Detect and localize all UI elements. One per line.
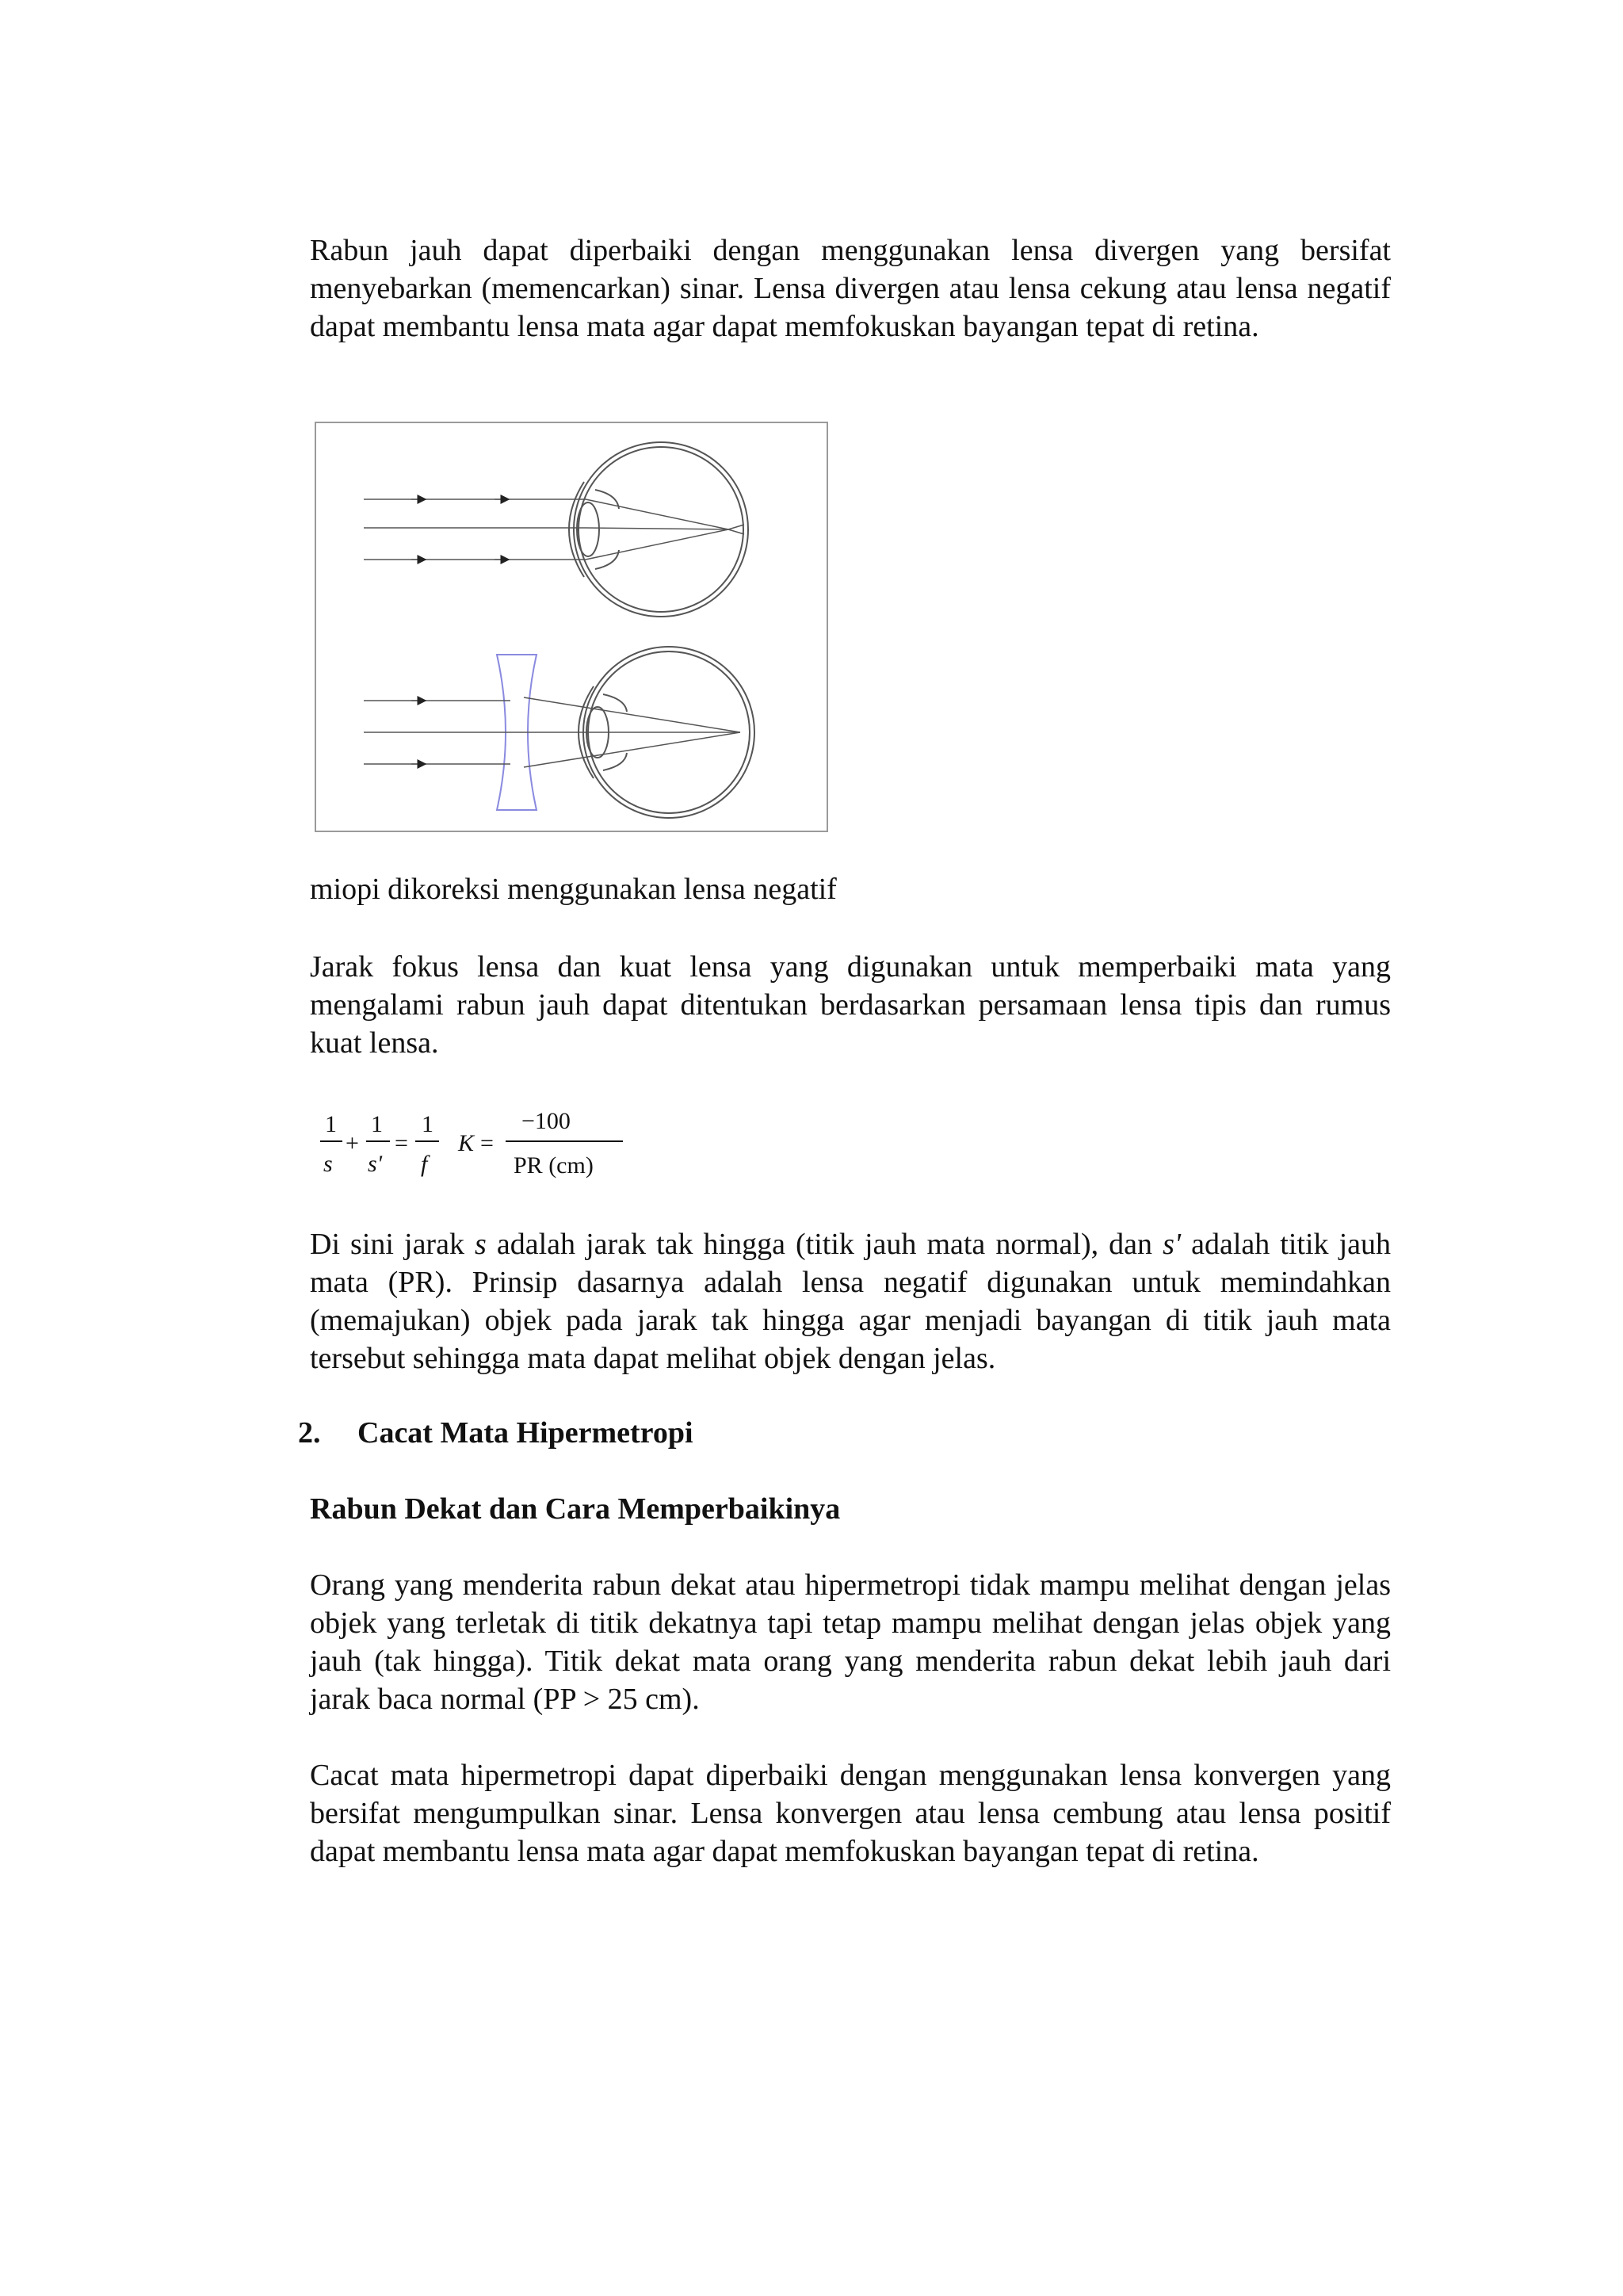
plus-sign: + [346,1130,359,1156]
paragraph-hypermetropia-correction: Cacat mata hipermetropi dapat diperbaiki dengan menggunakan lensa konvergen yang bersifat mengumpulkan sinar. Lensa konvergen atau lensa cembung atau lensa positif dapat membantu lensa mata agar dapat memfokuskan bayangan tepat di retina. [310,1759,1391,1868]
p3-text-a: Di sini jarak [310,1228,475,1261]
p3-symbol-s: s [475,1228,487,1261]
power-denominator: PR (cm) [514,1152,594,1179]
power-equals-sign: = [480,1130,494,1156]
paragraph-lens-formula-intro: Jarak fokus lensa dan kuat lensa yang digunakan untuk memperbaiki mata yang mengalami rabun jauh dapat ditentukan berdasarkan persamaan lensa tipis dan rumus kuat lensa. [310,950,1391,1060]
corrected-rays [364,697,740,767]
uncorrected-rays [364,499,744,560]
paragraph-myopia-correction: Rabun jauh dapat diperbaiki dengan menggunakan lensa divergen yang bersifat menyebarkan (memencarkan) sinar. Lensa divergen atau lensa cekung atau lensa negatif dapat membantu lensa mata agar dapat memfokuskan bayangan tepat di retina. [310,234,1391,343]
subsection-title: Rabun Dekat dan Cara Memperbaikinya [310,1492,841,1526]
paragraph-hypermetropia-description: Orang yang menderita rabun dekat atau hipermetropi tidak mampu melihat dengan jelas objek yang terletak di titik dekatnya tapi tetap mampu melihat dengan jelas objek yang jauh (tak hingga). Titik dekat mata orang yang menderita rabun dekat lebih jauh dari jarak baca normal (PP > 25 cm). [310,1568,1391,1716]
frac1-denominator: s [323,1151,333,1177]
p3-text-c: adalah titik jauh mata (PR). Prinsip dasarnya adalah lensa negatif digunakan untuk memindahkan (memajukan) objek pada jarak tak hingga agar menjadi bayangan di titik jauh mata tersebut sehingga mata dapat melihat objek dengan jelas. [310,1228,1391,1375]
frac2-numerator: 1 [371,1111,383,1137]
eye-diagram-svg [316,423,827,831]
lens-formula [315,1100,648,1187]
frac3-denominator: f [421,1151,428,1177]
section-number: 2. [298,1416,321,1450]
power-numerator: −100 [521,1108,571,1134]
frac3-numerator: 1 [422,1111,433,1137]
frac2-denominator: s' [368,1151,383,1177]
section-title: Cacat Mata Hipermetropi [357,1416,693,1450]
frac1-numerator: 1 [325,1111,337,1137]
p3-symbol-s-prime: s' [1163,1228,1182,1261]
myopia-eye-diagram [315,422,828,832]
equals-sign: = [395,1130,408,1156]
figure-caption: miopi dikoreksi menggunakan lensa negatif [310,873,837,906]
paragraph-far-point-explanation [310,1225,1391,1377]
p3-text-b: adalah jarak tak hingga (titik jauh mata normal), dan [486,1228,1163,1261]
power-symbol: K [458,1130,475,1156]
